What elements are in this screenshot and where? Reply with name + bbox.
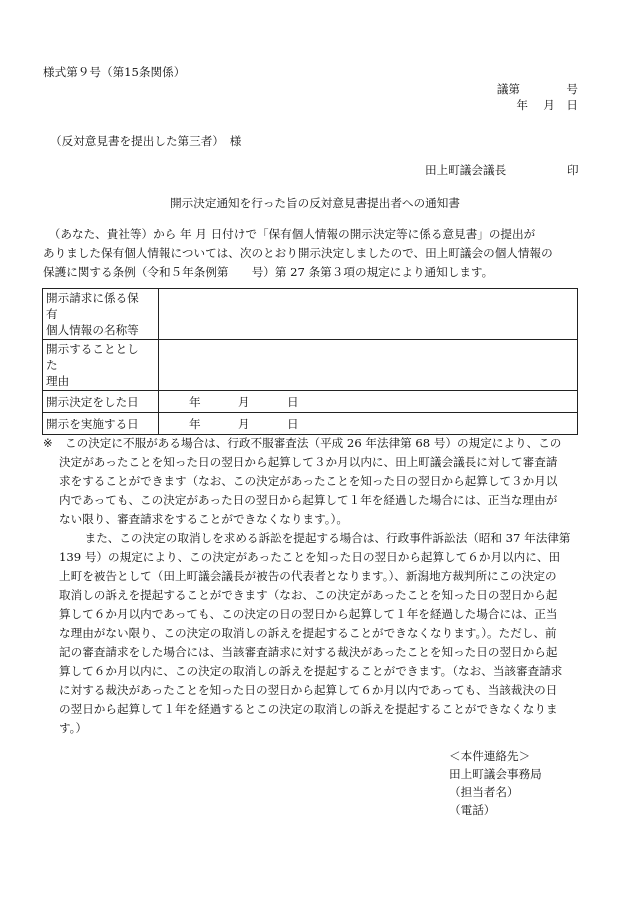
label-line: 開示することとし (46, 342, 139, 356)
note-line: 取消しの訴えを提起することができます（なお、この決定があったことを知った日の翌日から起 (59, 588, 558, 602)
note-line: ない限り、審査請求をすることができなくなります。）。 (59, 512, 348, 526)
note-line: す。） (59, 721, 88, 735)
note-line: に対する裁決があったことを知った日の翌日から起算して６か月以内であっても、当該裁決の日 (59, 683, 558, 697)
intro-line: （あなた、貴社等）から 年 月 日付けで「保有個人情報の開示決定等に係る意見書」の提出が (43, 227, 536, 241)
note-line: 上町を被告として（田上町議会議長が被告の代表者となります。）、新潟地方裁判所にこの決定の (59, 569, 557, 583)
value-reason (159, 340, 578, 391)
label-line: 個人情報の名称等 (46, 323, 139, 337)
contact-phone: （電話） (449, 803, 496, 817)
contact-heading: ＜本件連絡先＞ (449, 749, 531, 763)
seal-mark: 印 (567, 163, 579, 177)
value-decision-date (159, 391, 578, 413)
document-title: 開示決定通知を行った旨の反対意見書提出者への通知書 (170, 196, 460, 210)
note-line: 決定があったことを知った日の翌日から起算して３か月以内に、田上町議会議長に対して審査請 (59, 455, 558, 469)
row-label-info-name (43, 289, 159, 340)
contact-office: 田上町議会事務局 (449, 767, 542, 781)
form-number: 様式第９号（第15条関係） (43, 65, 186, 79)
contact-block (449, 747, 542, 819)
year-label: 年 (189, 416, 201, 431)
row-label-reason (43, 340, 159, 391)
note-line (43, 434, 583, 453)
sender: 田上町議会議長 (425, 163, 507, 177)
contact-person: （担当者名） (449, 785, 519, 799)
row-label-decision-date: 開示決定をした日 (43, 391, 159, 413)
note-line: 算して６か月以内であっても、この決定の日の翌日から起算して１年を経過した場合には、正当 (59, 607, 558, 621)
table-row (43, 289, 578, 340)
label-line: た (46, 358, 58, 372)
recipient: （反対意見書を提出した第三者） 様 (50, 134, 242, 148)
label-line: 理由 (46, 374, 70, 388)
value-info-name (159, 289, 578, 340)
note-line: また、この決定の取消しを求める訴訟を提起する場合は、行政事件訴訟法（昭和 37 年法律第 (73, 531, 571, 545)
table-row (43, 391, 578, 413)
table-row (43, 340, 578, 391)
row-label-implementation-date: 開示を実施する日 (43, 413, 159, 435)
table-row (43, 413, 578, 435)
note-line: 算して６か月以内に、この決定の取消しの訴えを提起することができます。（なお、当該審査請求 (59, 664, 563, 678)
month-label: 月 (237, 394, 250, 409)
note-line: な理由がない限り、この決定の取消しの訴えを提起することができなくなります。）。ただし、前 (59, 626, 557, 640)
label-line: 開示請求に係る保 (46, 291, 139, 305)
note-line: 139 号）の規定により、この決定があったことを知った日の翌日から起算して６か月以内に、田 (59, 550, 561, 564)
day-label: 日 (286, 416, 299, 431)
intro-line: 保護に関する条例（令和５年条例第 号）第 27 条第３項の規定により通知します。 (43, 265, 494, 279)
disclosure-table (42, 288, 578, 435)
note-line: 記の審査請求をした場合には、当該審査請求に対する裁決があったことを知った日の翌日から起 (59, 645, 558, 659)
year-label: 年 (189, 394, 201, 409)
appeal-note (43, 434, 583, 738)
month-label: 月 (237, 416, 250, 431)
note-line: 内であっても、この決定があった日の翌日から起算して１年を経過した場合には、正当な理由が (59, 493, 558, 507)
note-line: の翌日から起算して１年を経過するとこの決定の取消しの訴えを提起することができなくなりま (59, 702, 558, 716)
day-label: 日 (286, 394, 299, 409)
note-line: 求をすることができます（なお、この決定があったことを知った日の翌日から起算して３か月以 (59, 474, 558, 488)
note-text: この決定に不服がある場合は、行政不服審査法（平成 26 年法律第 68 号）の規定により、この (65, 436, 562, 450)
value-implementation-date (159, 413, 578, 435)
label-line: 有 (46, 307, 58, 321)
intro-line: ありました保有個人情報については、次のとおり開示決定しましたので、田上町議会の個人情報の (43, 246, 553, 260)
document-date: 年 月 日 (516, 98, 578, 112)
intro-paragraph (43, 225, 581, 282)
note-mark: ※ (43, 436, 53, 450)
document-number: 議第 号 (496, 82, 578, 96)
